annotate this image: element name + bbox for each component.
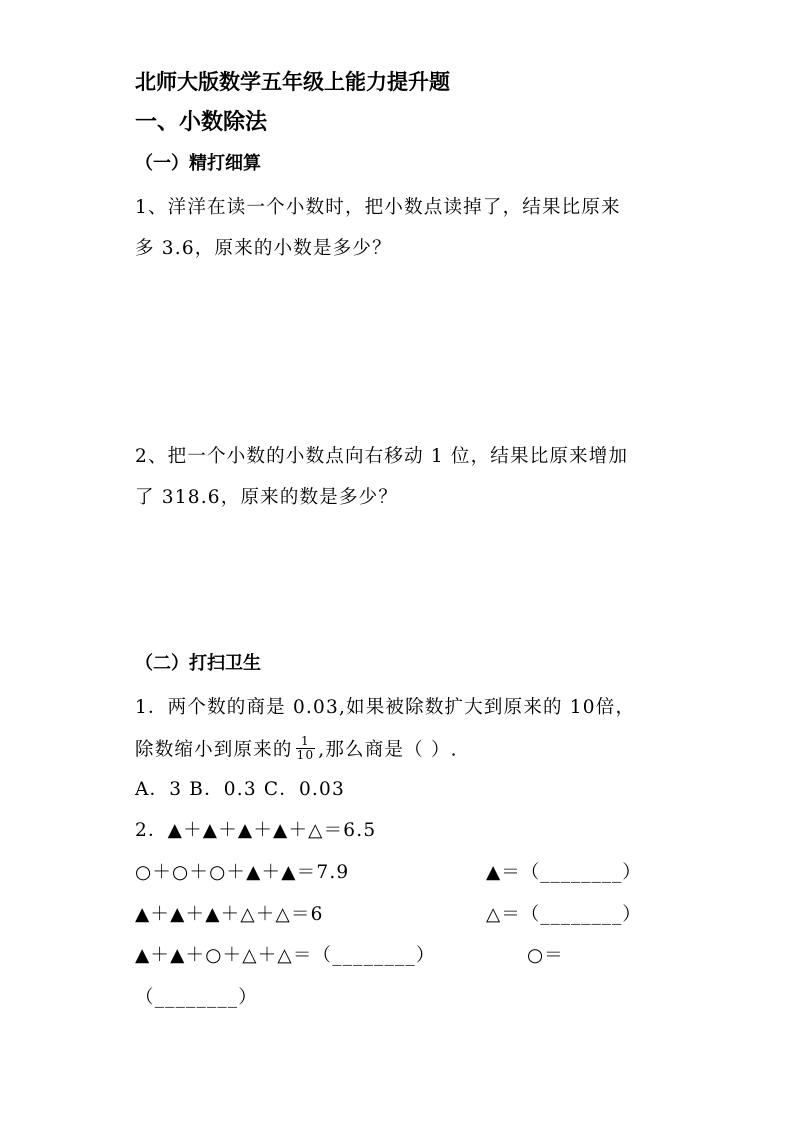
shape-equation-4: ▲＋▲＋○＋△＋△＝（________） bbox=[135, 945, 436, 966]
delta-answer-blank: △＝（________） bbox=[486, 904, 642, 925]
question-1-line-1: 1、洋洋在读一个小数时，把小数点读掉了，结果比原来 bbox=[135, 197, 621, 218]
shape-equation-3: ▲＋▲＋▲＋△＋△＝6 bbox=[135, 904, 324, 925]
question-1-line-2: 多 3.6，原来的小数是多少？ bbox=[135, 238, 392, 259]
subsection-heading-2: （二）打扫卫生 bbox=[135, 653, 261, 674]
section-heading-decimal-division: 一、小数除法 bbox=[135, 110, 268, 135]
choice-question-options: A．3 B．0.3 C．0.03 bbox=[135, 779, 345, 800]
shape-equation-2: ○＋○＋○＋▲＋▲＝7.9 bbox=[135, 862, 350, 883]
fraction-one-tenth bbox=[296, 735, 316, 762]
choice-question-text-pre: 除数缩小到原来的 bbox=[135, 739, 293, 761]
choice-question-line-1: 1．两个数的商是 0.03,如果被除数扩大到原来的 10倍， bbox=[135, 697, 636, 718]
circle-answer-blank: （________） bbox=[135, 987, 259, 1008]
triangle-answer-blank: ▲＝（________） bbox=[486, 862, 642, 883]
fraction-numerator: 1 bbox=[296, 735, 316, 749]
shape-equation-1: 2．▲＋▲＋▲＋▲＋△＝6.5 bbox=[135, 820, 377, 841]
question-2-line-2: 了 318.6，原来的数是多少？ bbox=[135, 487, 399, 508]
fraction-denominator: 10 bbox=[296, 748, 315, 762]
question-2-line-1: 2、把一个小数的小数点向右移动 1 位，结果比原来增加 bbox=[135, 446, 629, 467]
subsection-heading-1: （一）精打细算 bbox=[135, 153, 261, 174]
choice-question-text-post: ,那么商是（ ）. bbox=[318, 739, 458, 761]
choice-question-line-2 bbox=[135, 734, 458, 764]
circle-answer-label: ○＝ bbox=[527, 945, 564, 966]
page-title: 北师大版数学五年级上能力提升题 bbox=[135, 70, 450, 94]
